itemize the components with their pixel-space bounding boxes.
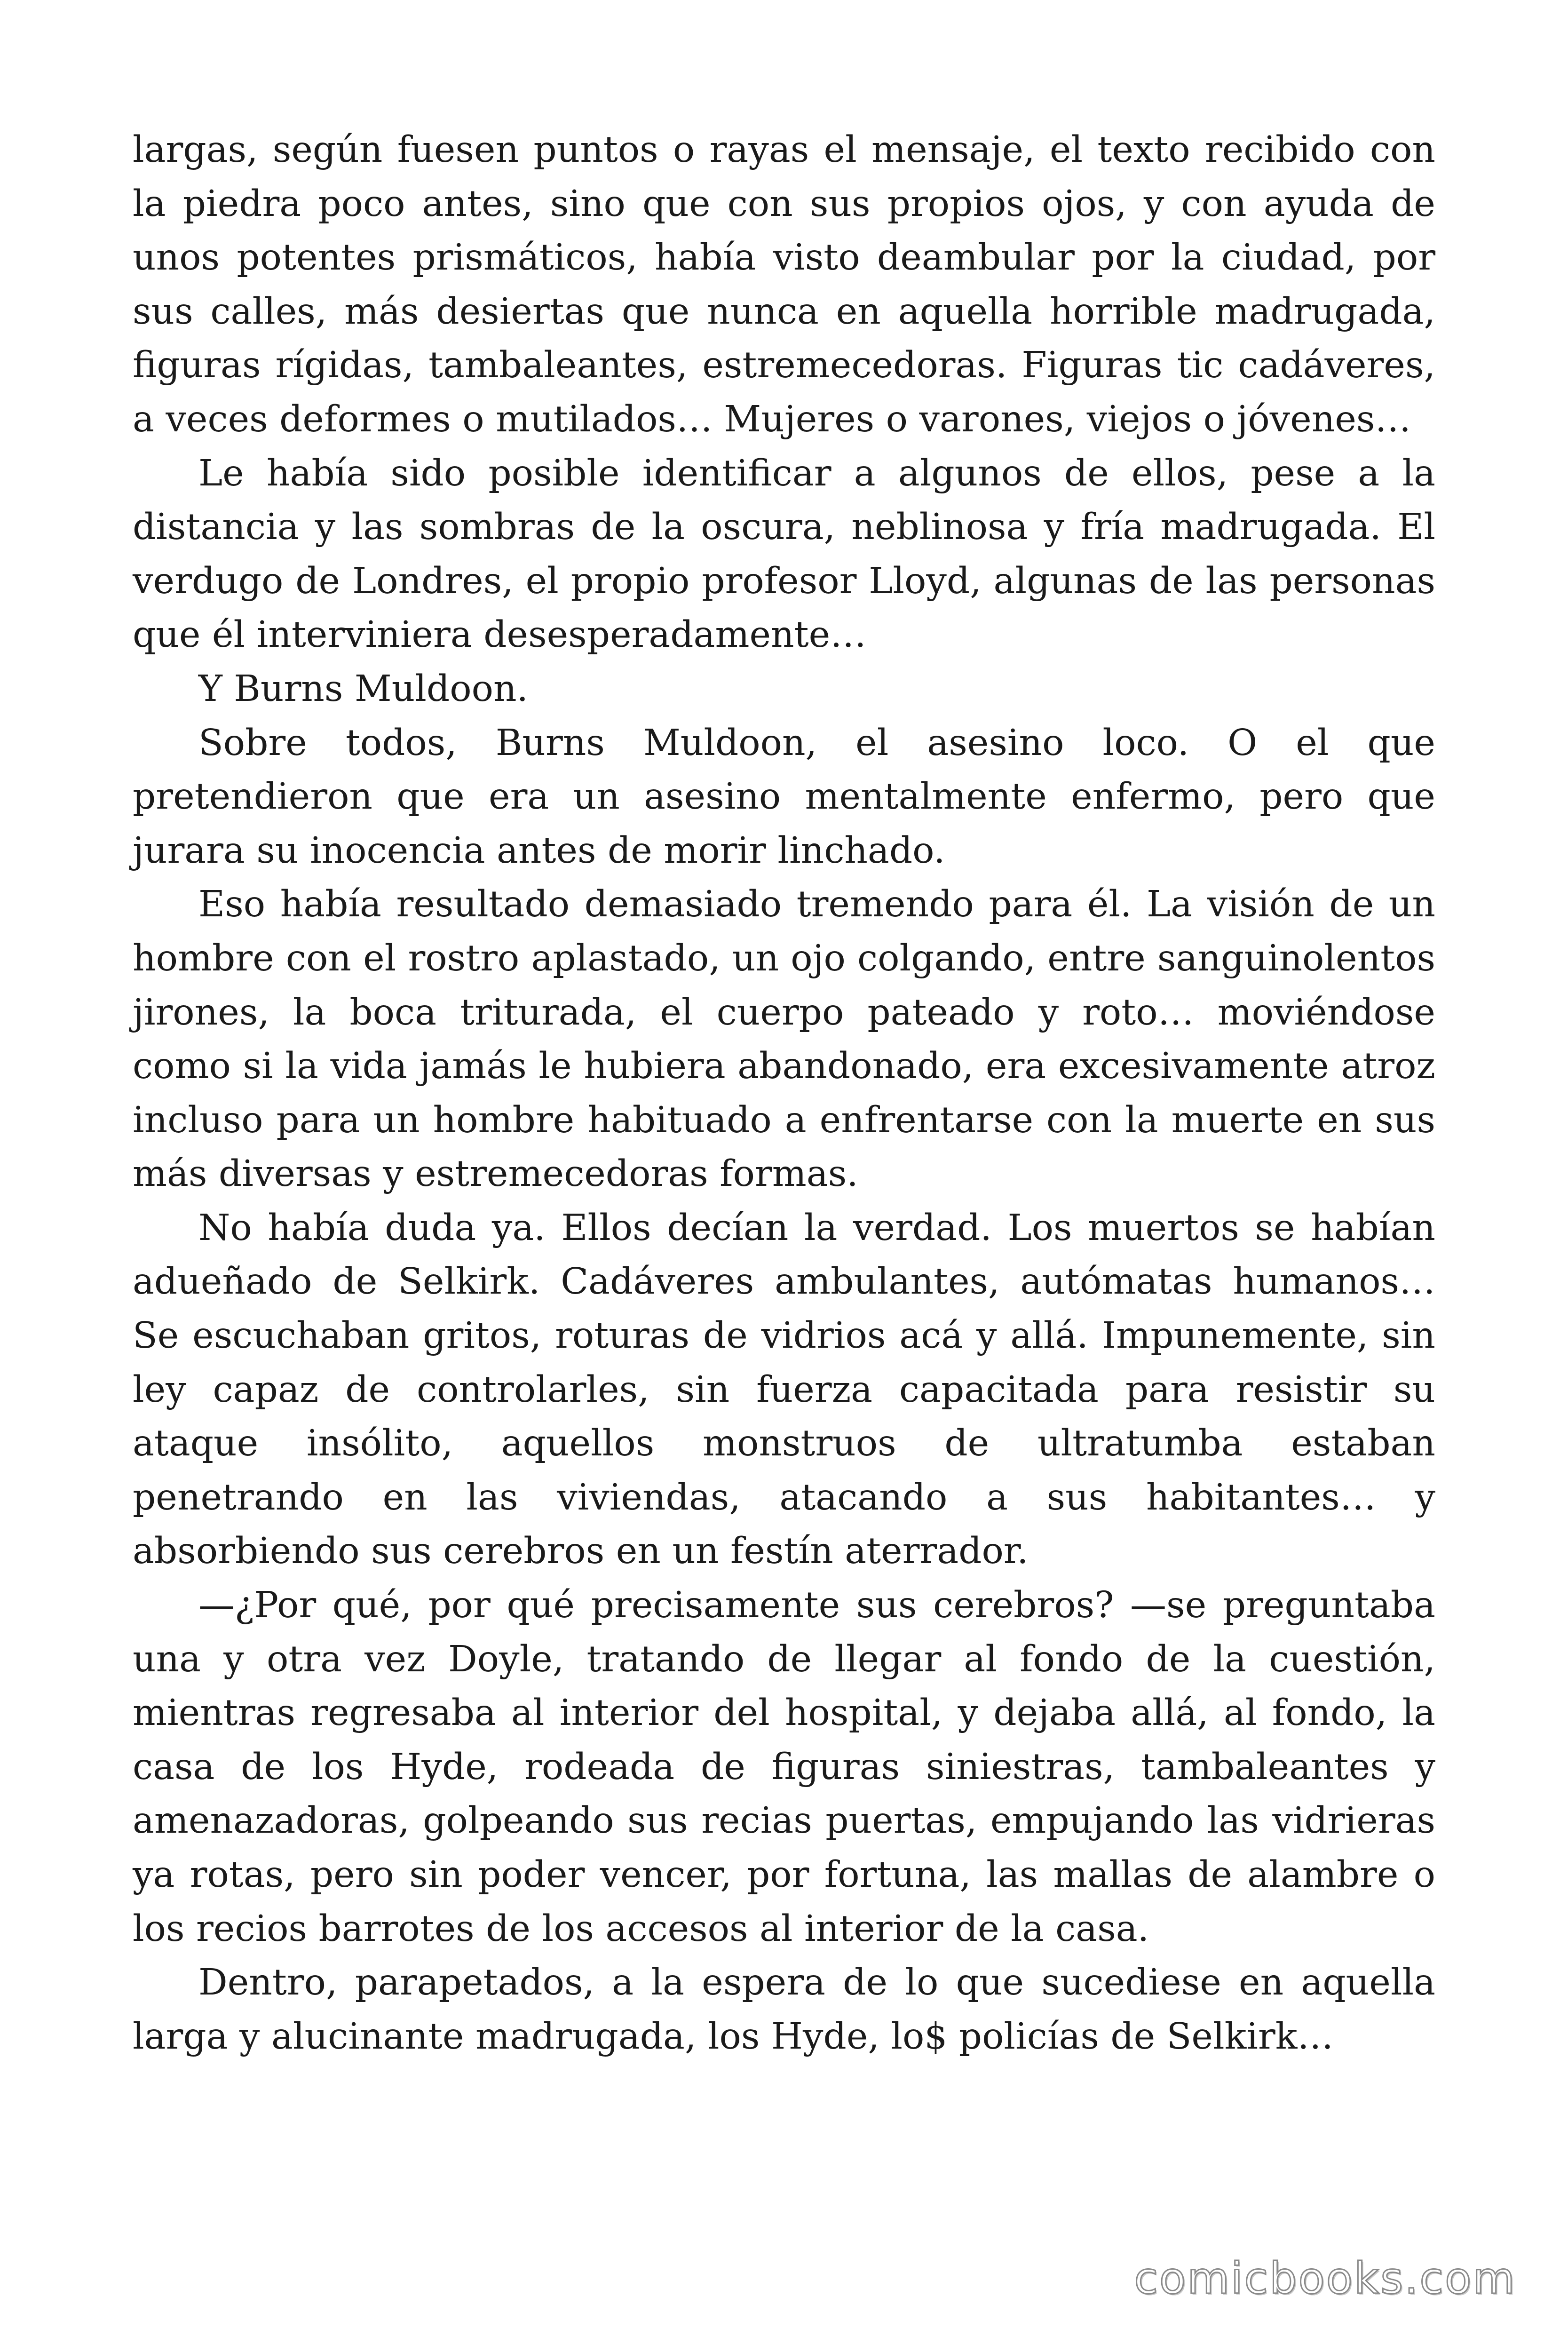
paragraph-6: No había duda ya. Ellos decían la verdad. Los muertos se habían adueñado de Selkirk. Cadáveres ambulantes, autómatas humanos… Se escuchaban gritos, roturas de vidrios acá y allá. Impunemente, sin ley capaz de controlarles, sin fuerza capacitada para resistir su ataque insólito, aquellos monstruos de ultratumba estaban penetrando en las viviendas, atacando a sus habitantes… y absorbiendo sus cerebros en un festín aterrador. [133,1207,1435,1573]
paragraph-1: largas, según fuesen puntos o rayas el mensaje, el texto recibido con la piedra poco antes, sino que con sus propios ojos, y con ayuda de unos potentes prismáticos, había visto deambular por la ciudad, por sus calles, más desiertas que nunca en aquella horrible madrugada, figuras rígidas, tambaleantes, estremecedoras. Figuras tic cadáveres, a veces deformes o mutilados… Mujeres o varones, viejos o jóvenes… [133,129,1435,440]
paragraph-5: Eso había resultado demasiado tremendo para él. La visión de un hombre con el rostro aplastado, un ojo colgando, entre sanguinolentos jirones, la boca triturada, el cuerpo pateado y roto… moviéndose como si la vida jamás le hubiera abandonado, era excesivamente atroz incluso para un hombre habituado a enfrentarse con la muerte en sus más diversas y estremecedoras formas. [133,883,1435,1195]
paragraph-7: —¿Por qué, por qué precisamente sus cerebros? —se preguntaba una y otra vez Doyle, tratando de llegar al fondo de la cuestión, mientras regresaba al interior del hospital, y dejaba allá, al fondo, la casa de los Hyde, rodeada de figuras siniestras, tambaleantes y amenazadoras, golpeando sus recias puertas, empujando las vidrieras ya rotas, pero sin poder vencer, por fortuna, las mallas de alambre o los recios barrotes de los accesos al interior de la casa. [133,1584,1435,1950]
body-text [133,123,1435,2064]
watermark-logo: comicbooks.com [1134,2253,1516,2304]
paragraph-8: Dentro, parapetados, a la espera de lo que sucediese en aquella larga y alucinante madrugada, los Hyde, lo$ policías de Selkirk… [133,1962,1435,2058]
paragraph-2: Le había sido posible identificar a algunos de ellos, pese a la distancia y las sombras de la oscura, neblinosa y fría madrugada. El verdugo de Londres, el propio profesor Lloyd, algunas de las personas que él interviniera desesperadamente… [133,452,1435,656]
paragraph-3: Y Burns Muldoon. [198,667,529,710]
paragraph-4: Sobre todos, Burns Muldoon, el asesino loco. O el que pretendieron que era un asesino mentalmente enfermo, pero que jurara su inocencia antes de morir linchado. [133,722,1435,872]
